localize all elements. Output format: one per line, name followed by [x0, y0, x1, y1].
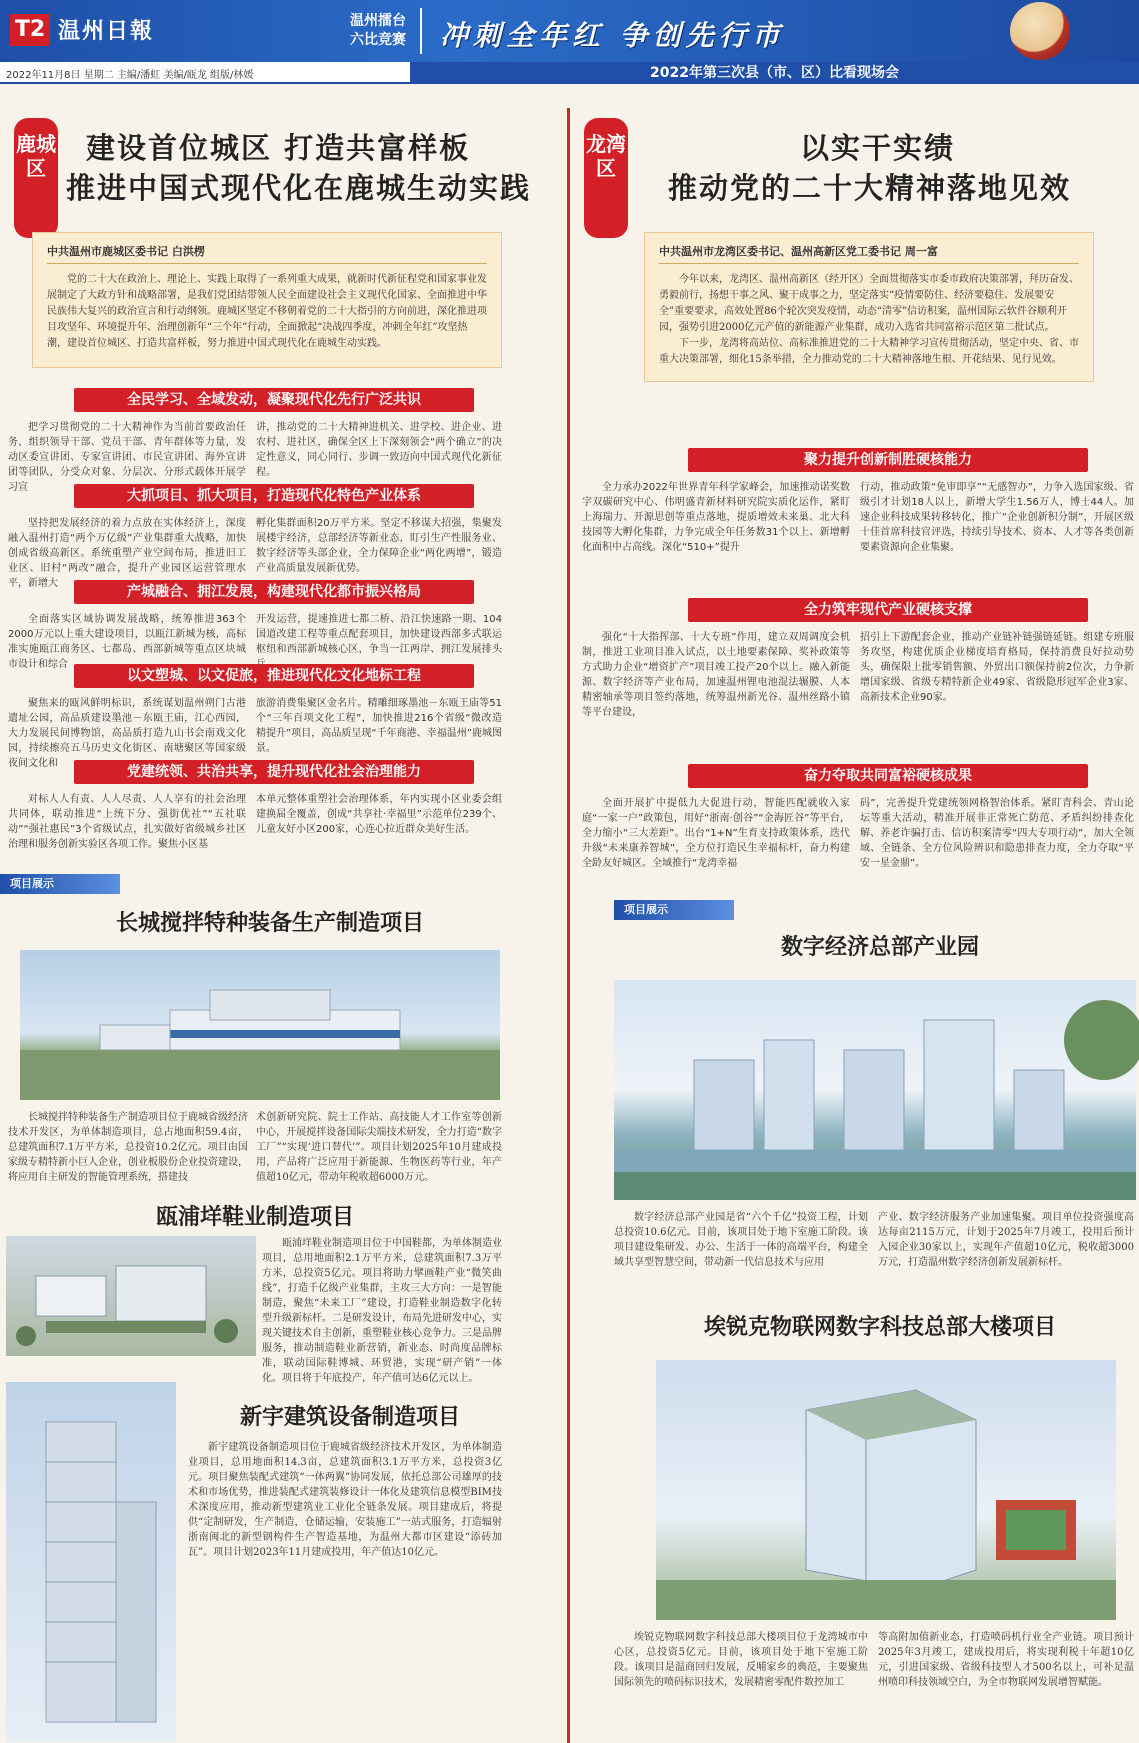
district-tag-lucheng: 鹿城区 — [14, 118, 58, 238]
right-section-head-1: 聚力提升创新制胜硬核能力 — [688, 448, 1088, 472]
left-intro-box — [32, 232, 502, 368]
xinyu-building-image — [6, 1382, 176, 1742]
left-section-4-col-1: 聚焦来的瓯风鲜明标识，系统谋划温州朔门古港遗址公园，高品质建设墨池－东瓯王庙，江心西园，大力发展民间博物馆，高品质打造九山书会南戏文化园，持续擦亮五马历史文化街区、南塘聚区等国家级夜间文化和 — [8, 698, 246, 769]
dateline — [0, 62, 1139, 84]
drum-icon — [1010, 2, 1070, 60]
left-section-5-col-1: 对标人人有责、人人尽责、人人享有的社会治理共同体，联动推进“上统下分、强街优社”“五社联动”“强社惠民”3个省级试点，扎实做好省级城乡社区治理和服务创新实验区各项工作。聚焦小区基 — [8, 794, 246, 850]
left-section-head-4: 以文塑城、以文促旅，推进现代化文化地标工程 — [74, 664, 474, 688]
left-section-1-col-2: 讲，推动党的二十大精神进机关、进学校、进企业、进农村、进社区，确保全区上下深刻领会“两个确立”的决定性意义，同心同行、步调一致迈向中国式现代化新征程。 — [256, 422, 502, 478]
right-section-head-3: 奋力夺取共同富裕硬核成果 — [688, 764, 1088, 788]
left-section-head-1: 全民学习、全域发动，凝聚现代化先行广泛共识 — [74, 388, 474, 412]
left-section-head-5: 党建统领、共治共享，提升现代化社会治理能力 — [74, 760, 474, 784]
project-title-digital-hq: 数字经济总部产业园 — [780, 934, 979, 960]
district-tag-longwan: 龙湾区 — [584, 118, 628, 238]
airuike-building-image — [656, 1360, 1116, 1620]
left-section-4-col-2: 旅游消费集聚区金名片。精雕细琢墨池－东瓯王庙等51个“三年百项文化工程”，加快推进216个省级“微改造 精提升”项目，高品质呈现“千年商港、幸福温州”鹿城图景。 — [256, 698, 502, 754]
column-divider — [567, 108, 570, 1743]
stage-line-2: 六比竞赛 — [350, 32, 406, 48]
right-title-line-2: 推动党的二十大精神落地见效 — [668, 171, 1072, 205]
left-author: 中共温州市鹿城区委书记 白洪楞 — [47, 243, 487, 264]
left-section-2-col-2: 孵化集群面积20万平方米。坚定不移谋大招强，集聚发展楼宇经济，总部经济等新业态，盯引生产性服务业、数字经济等头部企业，全力保障企业“两化两增”，锻造产业高质量发展新优势。 — [256, 518, 502, 574]
page-number-logo: T2 — [10, 14, 50, 46]
masthead-divider — [420, 8, 422, 54]
slogan: 冲刺全年红 争创先行市 — [440, 19, 785, 52]
right-section-1-col-1: 全力承办2022年世界青年科学家峰会，加速推动诺奖数字双碳研究中心、伟明盛青新材料研究院实质化运作，紧盯上海瑞力、开源思创等重点落地，提质增效未来巢、北大科技园等大孵化集群，力争完成全年任务数31个以上、新增孵化面积中占高线。深化“510+”提升 — [582, 482, 850, 553]
masthead — [0, 0, 1139, 62]
oupu-factory-image — [6, 1236, 256, 1356]
airuike-text-col-1: 埃锐克物联网数字科技总部大楼项目位于龙湾城市中心区，总投资5亿元。目前，该项目处于地下室施工阶段。该项目是温商回归发展，反哺家乡的典范，主要聚焦国际领先的喷码标识技术，发展精密零配件数控加工 — [614, 1632, 868, 1688]
right-intro-2: 下一步，龙湾将高站位、高标准推进党的二十大精神学习宣传贯彻活动，坚定中央、省、市重大决策部署，细化15条举措，全力推动党的二十大精神落地生根、开花结果、见行见效。 — [659, 338, 1079, 365]
right-section-1-col-2: 行动，推动政策“免审即享”“无感智办”，力争入选国家级、省级引才计划18人以上，新增大学生1.56万人，博士44人。加速企业科技成果转移转化，推广“企业创新积分制”，开展区级十佳首席科技官评选，持续引导技术、资本、人才等各类创新要素资源向企业集聚。 — [860, 482, 1134, 553]
left-section-2-col-1: 坚持把发展经济的着力点放在实体经济上，深度融入温州打造“两个万亿级”产业集群重大战略，加快创成省级高新区。系统重塑产业空间布局，推进旧工业区、旧村“两改”融合，提升产业园区运营管理水平，新增大 — [8, 518, 246, 589]
left-title-line-2: 推进中国式现代化在鹿城生动实践 — [66, 171, 532, 205]
left-intro: 党的二十大在政治上、理论上、实践上取得了一系列重大成果，就新时代新征程党和国家事业发展制定了大政方针和战略部署，是我们党团结带领人民全面建设社会主义现代化国家、全面推进中华民族伟大复兴的政治宣言和行动纲领。鹿城区坚定不移朝着党的二十大指引的方向前进，深化推进项目攻坚年、环境提升年、治理创新年“三个年”行动，全面掀起“决战四季度，冲刺全年红”攻坚热潮，建设首位城区、打造共富样板，努力推进中国式现代化在鹿城生动实践。 — [47, 274, 487, 349]
round-banner: 2022年第三次县（市、区）比看现场会 — [410, 62, 1139, 84]
left-section-3-col-2: 开发运营，提速推进七都二桥、沿江快速路一期、104国道改建工程等重点配套项目，加快建设西部多式联运枢纽和西部新城核心区，争当一江两岸、拥江发展排头 — [256, 614, 502, 655]
right-section-3-col-1: 全面开展扩中提低九大促进行动，智能匹配就收入家庭“一家一户”政策包，用好“浙南·创谷”“金海匠谷”等平台，全力缩小“三大差距”。出台“1+N”生育支持政策体系，迭代升级“未来康养智城”，全方位打造民生幸福标杆，奋力构建全龄友好城区。全域推行“龙湾幸福 — [582, 798, 850, 869]
left-title-line-1: 建设首位城区 打造共富样板 — [86, 131, 471, 165]
right-section-head-2: 全力筑牢现代产业硬核支撑 — [688, 598, 1088, 622]
left-section-5-col-2: 本单元整体重塑社会治理体系，年内实现小区业委会组建换届全覆盖，创成“共享社·幸福里”示范单位239个、儿童友好小区200家，心连心拉近群众美好生活。 — [256, 794, 502, 835]
left-project-tag: 项目展示 — [0, 874, 120, 894]
left-section-3-col-1: 全面落实区域协调发展战略，统筹推进363个2000万元以上重大建设项目，以瓯江新城为核，高标准实施瓯江商务区、七都岛、西部新城等重点区块城市设计和综合 — [8, 614, 246, 670]
project-title-oupu: 瓯浦垟鞋业制造项目 — [155, 1204, 354, 1230]
digital-hq-image — [614, 980, 1136, 1200]
right-title-line-1: 以实干实绩 — [800, 131, 956, 165]
project-title-xinyu: 新宇建筑设备制造项目 — [239, 1404, 460, 1430]
left-section-head-2: 大抓项目、抓大项目，打造现代化特色产业体系 — [74, 484, 474, 508]
oupu-text: 瓯浦垟鞋业制造项目位于中国鞋都，为单体制造业项目，总用地面积2.1万平方米，总建筑面积7.3万平方米，总投资5亿元。项目将助力擘画鞋产业“微笑曲线”，打造千亿级产业集群，主攻三大方向：一是智能制造，聚焦“未来工厂”建设，打造鞋业制造数字化转型升级新标杆。二是研发设计，布局先进研发中心，实现关键技术自主创新，重塑鞋业核心竞争力。三是品牌服务，推动制造鞋业新营销，新业态、时尚度品牌标准，联动国际鞋博城、环贸港，实现“研产销”一体化。项目将于年底投产，年产值可达6亿元以上。 — [262, 1238, 502, 1384]
project-title-changcheng: 长城搅拌特种装备生产制造项目 — [115, 910, 424, 936]
stage-line-1: 温州擂台 — [350, 13, 406, 29]
digital-hq-text-col-1: 数字经济总部产业园是省“六个千亿”投资工程，计划总投资10.6亿元。目前，该项目处于地下室施工阶段。该项目建设集研发、办公、生活于一体的高端平台，构建全域共享型智慧空间，带动新一代信息技术与应用 — [614, 1212, 868, 1268]
right-project-tag: 项目展示 — [614, 900, 734, 920]
left-section-head-3: 产城融合、拥江发展，构建现代化都市振兴格局 — [74, 580, 474, 604]
right-section-2-col-2: 招引上下游配套企业，推动产业链补链强链延链。组建专班服务攻坚，构建优质企业梯度培育格局，保持消费良好拉动势头，确保限上批零销售额、外贸出口额保持前2位次，力争新增国家级、省级专精特新企业49家、省级隐形冠军企业3家、高新技术企业90家。 — [860, 632, 1134, 703]
left-section-1-col-1: 把学习贯彻党的二十大精神作为当前首要政治任务，组织领导干部、党员干部、青年群体等力量，发动区委宣讲团、专家宣讲团、市民宣讲团、海外宣讲团等团队，分受众对象、分层次、分形式载体开展学习宣 — [8, 422, 246, 493]
project-title-airuike: 埃锐克物联网数字科技总部大楼项目 — [703, 1314, 1056, 1340]
xinyu-text: 新宇建筑设备制造项目位于鹿城省级经济技术开发区，为单体制造业项目，总用地面积14.3亩，总建筑面积3.1万平方米，总投资3亿元。项目聚焦装配式建筑“一体两翼”协同发展，依托总部公司雄厚的技术和市场优势，推进装配式建筑装修设计一体化及建筑信息模型BIM技术深度应用，推动新型建筑业工业化全链条发展。项目建成后，将提供“定制研发，生产制造，仓储运输，安装施工”一站式服务，打造辐射浙南闽北的新型钢构件生产智造基地，为温州大都市区建设“添砖加瓦”。项目计划2023年11月建成投用，年产值达10亿元。 — [188, 1442, 502, 1558]
stage-label — [350, 12, 406, 50]
right-intro-box — [644, 232, 1094, 382]
changcheng-factory-image — [20, 950, 500, 1100]
paper-name: 温州日報 — [58, 18, 155, 44]
right-section-3-col-2: 码”，完善提升党建统领网格智治体系。紧盯青科会、青山论坛等重大活动，精准开展非正常死亡防范、矛盾纠纷排查化解、养老诈骗打击、信访积案清零“四大专项行动”，加大全领域、全链条、全方位风险辨识和隐患排查力度，全力夺取“平安一星金鼎”。 — [860, 798, 1134, 869]
date-meta: 2022年11月8日 星期二 主编/潘虹 美编/瓯龙 组版/林媛 — [6, 70, 254, 81]
digital-hq-text-col-2: 产业、数字经济服务产业加速集聚。项目单位投资强度高达每亩2115万元，计划于2025年7月竣工，投用后预计入园企业30家以上，实现年产值超10亿元，税收超3000万元，打造温州数字经济创新发展新标杆。 — [878, 1212, 1134, 1268]
changcheng-text-col-1: 长城搅拌特种装备生产制造项目位于鹿城省级经济技术开发区，为单体制造项目，总占地面积59.4亩，总建筑面积7.1万平方米，总投资10.2亿元。项目由国家级专精特新小巨人企业，创业板股份企业投资建设，将应用自主研发的智能管理系统，搭建技 — [8, 1112, 248, 1183]
right-section-2-col-1: 强化“十大指挥部、十大专班”作用，建立双周调度会机制，推进工业项目准入试点，以土地要素保障、奖补政策等方式助力企业“增资扩产”项目竣工投产20个以上。融入新能源、数字经济等产业布局，加速温州锂电池混法辗膜、人本精密轴承等项目签约落地，统筹温州新光谷、温州丝路小镇等平台建设， — [582, 632, 850, 718]
changcheng-text-col-2: 术创新研究院、院士工作站、高技能人才工作室等创新中心，开展搅拌设备国际尖端技术研发，全力打造“数字工厂”“实现‘进口替代’”。项目计划2025年10月建成投用，产品将广泛应用于新能源、生物医药等行业，年产值超10亿元，带动年税收超6000万元。 — [256, 1112, 502, 1183]
right-intro-1: 今年以来，龙湾区、温州高新区（经开区）全面贯彻落实市委市政府决策部署，拜历奋发、勇毅前行，扬想干事之风、聚干成事之力，坚定落实“疫情要防住、经济要稳住、发展要安全”重要要求，高效处置86个轮次突发疫情，动态“清零”信访积案，温州国际云软件谷顺利开园，强势引进2000亿元产值的新能源产业集群，成功入选省共同富裕示范区第二批试点。 — [659, 274, 1079, 333]
right-author: 中共温州市龙湾区委书记、温州高新区党工委书记 周一富 — [659, 243, 1079, 264]
airuike-text-col-2: 等高附加值新业态，打造喷码机行业全产业链。项目预计2025年3月竣工，建成投用后，将实现利税十年超10亿元，引进国家级、省级科技型人才500名以上，可补足温州喷印科技领域空白，为全市物联网发展增智赋能。 — [878, 1632, 1134, 1688]
